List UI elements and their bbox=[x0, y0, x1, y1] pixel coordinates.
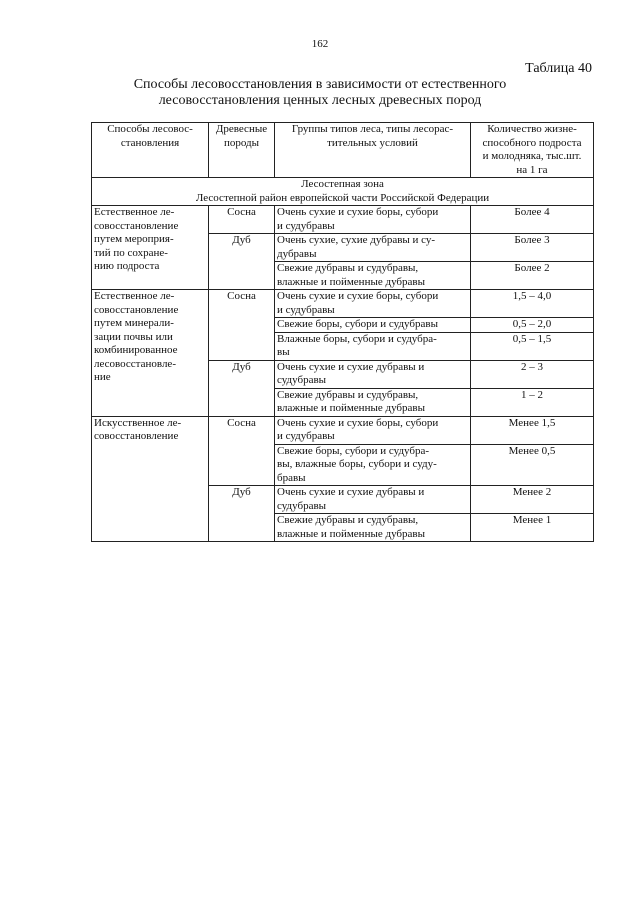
zone-cell: Лесостепная зона Лесостепной район европейской части Российской Федерации bbox=[92, 178, 594, 206]
group-cell: Свежие дубравы и судубравы, влажные и пойменные дубравы bbox=[275, 262, 471, 290]
zone-row bbox=[92, 178, 594, 206]
value-cell: 1,5 – 4,0 bbox=[471, 290, 594, 318]
table-row bbox=[92, 206, 594, 234]
reforestation-table bbox=[91, 122, 594, 542]
value-cell: Менее 2 bbox=[471, 486, 594, 514]
header-groups: Группы типов леса, типы лесорас- тительных условий bbox=[275, 123, 471, 178]
species-cell: Дуб bbox=[209, 234, 275, 290]
group-cell: Свежие боры, субори и судубравы bbox=[275, 318, 471, 333]
table-row bbox=[92, 290, 594, 318]
group-cell: Свежие боры, субори и судубра- вы, влажные боры, субори и суду- бравы bbox=[275, 444, 471, 486]
group-cell: Влажные боры, субори и судубра- вы bbox=[275, 332, 471, 360]
value-cell: Менее 1 bbox=[471, 514, 594, 542]
value-cell: 2 – 3 bbox=[471, 360, 594, 388]
species-cell: Дуб bbox=[209, 360, 275, 416]
header-species: Древесные породы bbox=[209, 123, 275, 178]
value-cell: Более 4 bbox=[471, 206, 594, 234]
table-caption bbox=[100, 77, 540, 109]
page-number: 162 bbox=[311, 38, 329, 50]
value-cell: 0,5 – 2,0 bbox=[471, 318, 594, 333]
header-row bbox=[92, 123, 594, 178]
group-cell: Очень сухие и сухие боры, субори и судубравы bbox=[275, 290, 471, 318]
method-cell: Искусственное ле- совосстановление bbox=[92, 416, 209, 542]
table-row bbox=[92, 416, 594, 444]
group-cell: Очень сухие и сухие боры, субори и судубравы bbox=[275, 416, 471, 444]
group-cell: Свежие дубравы и судубравы, влажные и пойменные дубравы bbox=[275, 388, 471, 416]
group-cell: Очень сухие и сухие дубравы и судубравы bbox=[275, 360, 471, 388]
group-cell: Свежие дубравы и судубравы, влажные и пойменные дубравы bbox=[275, 514, 471, 542]
group-cell: Очень сухие и сухие дубравы и судубравы bbox=[275, 486, 471, 514]
method-cell: Естественное ле- совосстановление путем минерали- зации почвы или комбинированное лесовосстановле- ние bbox=[92, 290, 209, 417]
value-cell: 1 – 2 bbox=[471, 388, 594, 416]
value-cell: 0,5 – 1,5 bbox=[471, 332, 594, 360]
caption-line: Способы лесовосстановления в зависимости от естественного bbox=[133, 77, 507, 92]
species-cell: Сосна bbox=[209, 290, 275, 361]
value-cell: Менее 1,5 bbox=[471, 416, 594, 444]
species-cell: Сосна bbox=[209, 206, 275, 234]
group-cell: Очень сухие, сухие дубравы и су- дубравы bbox=[275, 234, 471, 262]
species-cell: Дуб bbox=[209, 486, 275, 542]
header-quantity: Количество жизне- способного подроста и молодняка, тыс.шт. на 1 га bbox=[471, 123, 594, 178]
value-cell: Более 2 bbox=[471, 262, 594, 290]
method-cell: Естественное ле- совосстановление путем мероприя- тий по сохране- нию подроста bbox=[92, 206, 209, 290]
value-cell: Более 3 bbox=[471, 234, 594, 262]
header-method: Способы лесовос- становления bbox=[92, 123, 209, 178]
caption-line: лесовосстановления ценных лесных древесных пород bbox=[158, 93, 482, 108]
table-label: Таблица 40 bbox=[525, 61, 592, 76]
group-cell: Очень сухие и сухие боры, субори и судубравы bbox=[275, 206, 471, 234]
species-cell: Сосна bbox=[209, 416, 275, 486]
value-cell: Менее 0,5 bbox=[471, 444, 594, 486]
